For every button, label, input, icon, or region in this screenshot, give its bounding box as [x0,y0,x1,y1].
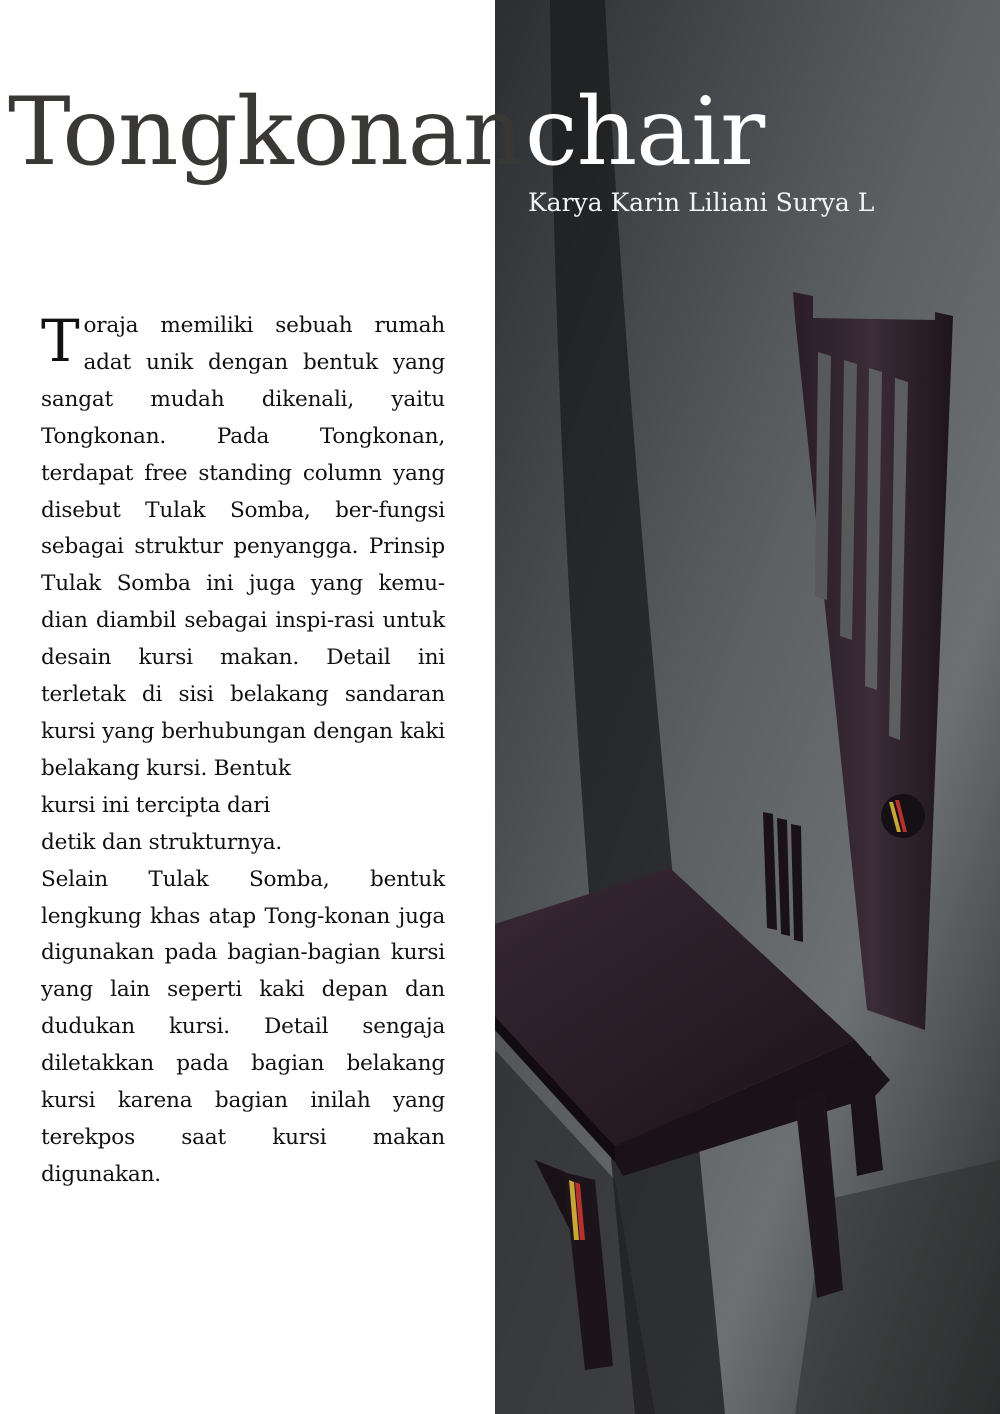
paragraph-1-text: oraja memiliki sebuah rumah adat unik dengan bentuk yang sangat mudah dikenali, yaitu Tongkonan. Pada Tongkonan, terdapat free standing column yang disebut Tulak Somba, ber-fungsi sebagai struktur penyangga. Prinsip Tulak Somba ini juga yang kemu-dian diambil sebagai inspi-rasi untuk desain kursi makan. Detail ini terletak di sisi belakang sandaran kursi yang berhubungan dengan kaki belakang kursi. Bentuk [41,313,445,781]
article-paragraph-1 [41,308,445,862]
paragraph-1-line-b: detik dan strukturnya. [41,829,283,855]
article-body [41,308,445,1194]
paragraph-1-line-a: kursi ini tercipta dari [41,792,271,818]
title-word-chair: chair [525,78,765,187]
drop-cap: T [41,307,80,375]
title-word-tongkonan: Tongkonan [8,78,523,187]
article-paragraph-2: Selain Tulak Somba, bentuk lengkung khas atap Tong-konan juga digunakan pada bagian-bagian kursi yang lain seperti kaki depan dan dudukan kursi. Detail sengaja diletakkan pada bagian belakang kursi karena bagian inilah yang terekpos saat kursi makan digunakan. [41,866,445,1187]
author-credit: Karya Karin Liliani Surya L [528,188,875,217]
